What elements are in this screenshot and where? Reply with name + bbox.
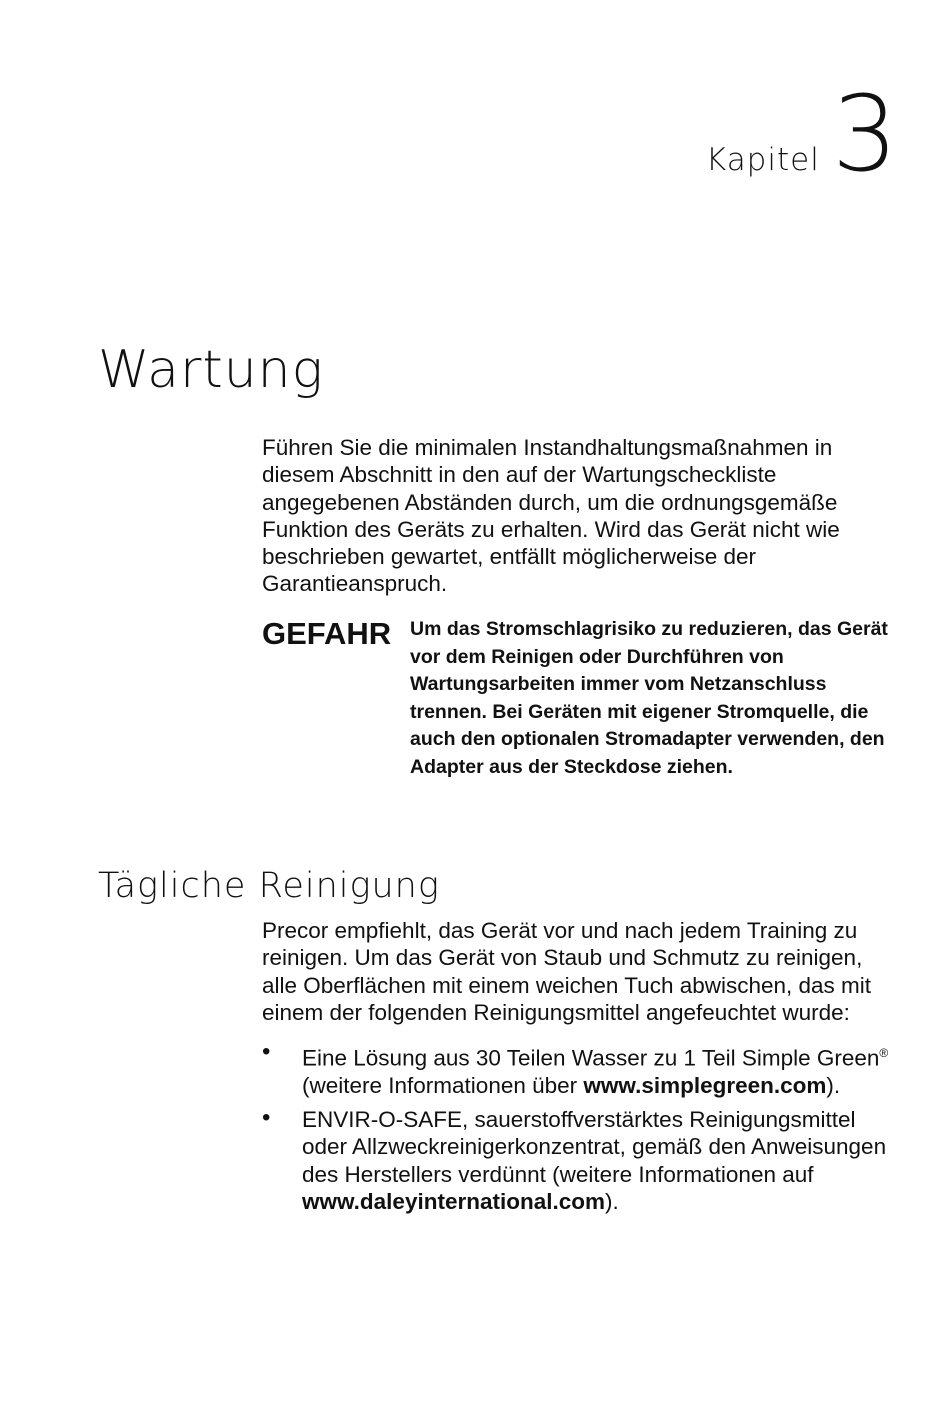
website-link: www.daleyinternational.com bbox=[302, 1188, 605, 1214]
list-item-text: ENVIR-O-SAFE, sauerstoffverstärktes Reinigungsmittel oder Allzweckreinigerkonzentrat, gemäß den Anweisungen des Herstellers verdünnt (weitere Informationen auf bbox=[302, 1107, 887, 1187]
chapter-label: Kapitel bbox=[705, 142, 820, 178]
list-item-text: ). bbox=[826, 1072, 841, 1098]
list-item-text: (weitere Informationen über bbox=[302, 1072, 584, 1098]
chapter-number: 3 bbox=[831, 73, 898, 195]
list-item bbox=[262, 1040, 902, 1099]
registered-mark: ® bbox=[879, 1046, 889, 1060]
bullet-icon: • bbox=[262, 1104, 271, 1132]
list-item-text: ). bbox=[604, 1188, 619, 1214]
section-heading: Tägliche Reinigung bbox=[98, 866, 440, 906]
danger-text: Um das Stromschlagrisiko zu reduzieren, das Gerät vor dem Reinigen oder Durchführen von Wartungsarbeiten immer vom Netzanschluss trennen. Bei Geräten mit eigener Stromquelle, die auch den optionalen Stromadapter verwenden, den Adapter aus der Steckdose ziehen. bbox=[410, 618, 888, 778]
list-item bbox=[262, 1106, 902, 1215]
cleaning-agent-list bbox=[262, 1040, 902, 1222]
danger-notice bbox=[262, 616, 902, 781]
danger-label: GEFAHR bbox=[262, 616, 392, 651]
list-item-text: Eine Lösung aus 30 Teilen Wasser zu 1 Teil Simple Green bbox=[302, 1045, 880, 1071]
website-link: www.simplegreen.com bbox=[583, 1072, 827, 1098]
bullet-icon: • bbox=[262, 1038, 271, 1065]
intro-paragraph: Führen Sie die minimalen Instandhaltungsmaßnahmen in diesem Abschnitt in den auf der Wartungscheckliste angegebenen Abständen durch, um die ordnungsgemäße Funktion des Geräts zu erhalten. Wird das Gerät nicht wie beschrieben gewartet, entfällt möglicherweise der Garantieanspruch. bbox=[262, 435, 840, 597]
page-title: Wartung bbox=[98, 340, 324, 400]
chapter-header bbox=[705, 73, 898, 195]
section-paragraph: Precor empfiehlt, das Gerät vor und nach jedem Training zu reinigen. Um das Gerät von Staub und Schmutz zu reinigen, alle Oberflächen mit einem weichen Tuch abwischen, das mit einem der folgenden Reinigungsmittel angefeuchtet wurde: bbox=[262, 918, 872, 1025]
